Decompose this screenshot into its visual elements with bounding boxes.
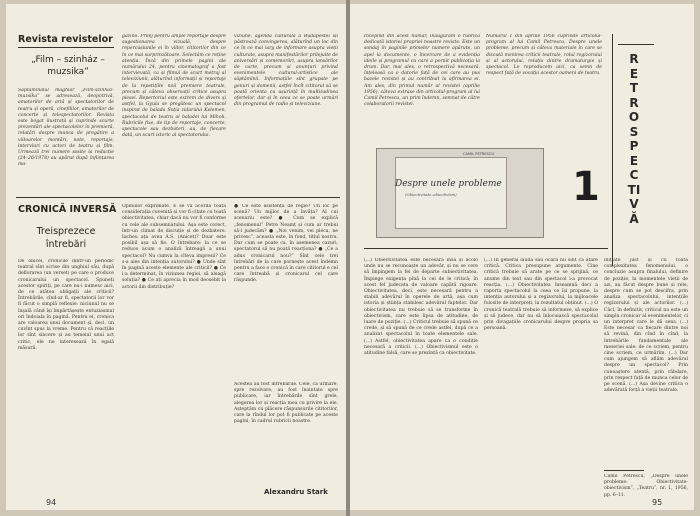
book-cover-title: Despre unele probleme: [395, 179, 502, 189]
excerpt-column-2: (...) În general lauda sau ocăra nu sînt ca atare critică. Critica presupune argumente. Cine critică trebuie să arate pe ce se sprijină, ce anume din text sau din spectacol i-a provocat reacția. (...) Obiectivitatea înseamnă deci a raporta spectacolul la ceea ce își propune, la intenția autorului și a regizorului, la mijloacele folosite de interpreți, la rezultatul obținut. (...) O cronică teatrală trebuie să informeze, să explice și să judece, dar nu să înlocuiască spectacolul prin divagațiile cronicarului despre propria sa persoană.: [484, 258, 598, 332]
cronica-subtitle-line1: Treisprezece: [36, 226, 96, 237]
excerpt-column-1: (...) Obiectivitatea este necesară însă și acolo unde nu se recunoaște un adevăr, și nu se cere să împingem la fel de departe subiectivitatea. Împinge exigența pînă la cei de le critică; în acest fel judecata de valoare capătă rigoare. Obiectivitatea, deci, este necesară pentru a stabili adevărul în operele de artă, așa cum istoria și știința stabilesc adevărul faptelor. Dar obiectivitatea nu trebuie să se transforme în obiectivism, care este lipsa de atitudine, de luare de poziție. (...) Criticul trebuie să spună ce crede, și să spună de ce crede astfel, după ce a analizat spectacolul în toate elementele sale. (...) Astfel, obiectivitatea apare ca o condiție necesară a criticii. (...) Obiectivismul este o atitudine falsă, care se prezintă ca obiectivitate.: [364, 258, 478, 357]
cronica-subtitle-line2: întrebări: [45, 239, 87, 250]
citation: Camil Petrescu, „Despre unele probleme: Obiectivitate-obiectivism”, „Teatru”, nr. 1, 1956, pp. 6–11.: [604, 474, 688, 498]
issue-number: 1: [572, 164, 600, 210]
excerpt-column-3: inițiate just și cu toată complexitatea fenomenului, o concluzie asupra finalului, definire de poziție, la momentele vieții de azi, au făcut despre bune și rele, despre cum se pot descifra, prin analiza spectacolului, intențiile regizorului și ale actorilor. (...) Căci, în definitiv, criticul nu este un simplu cronicar al evenimentelor, ci un interpret care le dă sens. (...) Este necesar ca fiecare dintre noi să revină, din cînd în cînd, la întrebările fundamentale ale meseriei sale: de ce scriem, pentru cine scriem, ce urmărim. (...) Dar cum ajungem să aflăm adevărul despre un spectacol? Prin cunoaștere atentă, prin răbdare, prin respect față de munca celor de pe scenă. (...) Așa devine critica o adevărată forță a vieții teatrale.: [604, 258, 688, 394]
retrospectiva-text: RETROSPECTIVĂ: [627, 52, 641, 226]
section-divider: [16, 197, 340, 198]
cronica-column-2: Opiniilor exprimate. E se va acorda toată considerația cuvenită și vor fi citate cu toată obiectivitatea, chiar dacă nu vor fi conforme cu cele ale subsemnatului. Așa este corect, într-un climat de discuție și de dezbatere. Iacheu ața avea A.S. (Anicet)? Doar este posibil așa să fie. O întrebare: la ce se reduce acum o analiză întreagă a unui spectacol? Nu cumva la cîteva impresii? Ce s-a ales din intenția autorului? ● Unde sînt în pagină aceste elemente ale criticii? ● Ce i-a determinat, în viziunea regiei, să aleagă soluția? ● Ce ați aprecia în mod deosebit la actorii din distribuție?: [122, 204, 226, 290]
book-cover-author: CAMIL PETRESCU: [463, 152, 495, 156]
retro-top-rule: [618, 44, 654, 45]
retro-vertical-rule: [612, 34, 613, 266]
book-cover-illustration: [376, 148, 544, 238]
right-page: [350, 4, 694, 510]
book-cover-subtitle: (Obiectivitate–obiectivism): [405, 192, 457, 197]
cronica-column-1: De obicei, cronicile dintr-un periodic teatral sînt scrise din unghiul său, după deflorarea (un verset) pe care o produce cronicarului un spectacol. Spuneți acestor spiriți, pe care nu-i numesc aici, de ce atâtea obligații ale criticii? Întrebările, cînd-ar fi, spectatorii lor vor fi făcut o simplă reflexie: niciunul nu se înșală când își împărtășește entuziasmul ori îndoiala în pagină. Pentru ei, cronica are valoarea unui document și, deci, un cuvînt spus la vreme. Pentru că reacțiile lor sînt sincere și au temeiul unui act critic, ele ne interesează în egală măsură.: [18, 259, 114, 351]
retrospective-intro-col2: Numărul 1 din aprilie 1956 cuprinde articolul-program al lui Camil Petrescu, Despre unele probleme, precum și câteva materiale în care se discută menirea criticii teatrale, rolul regizorului și al actorului, relația dintre dramaturgie și spectacol. Le reproducem aici, ca semn de respect față de vocația acestor oameni de teatru.: [486, 34, 602, 77]
article-title-line2: muzsika”: [47, 67, 89, 77]
page-number-left: 94: [46, 498, 57, 507]
left-page: [6, 4, 346, 510]
article-column-2: gazinii. Prilej pentru ample reportaje despre sugestionarea vizuală, despre repercusiunile ei în viitor, cititorilor din ce în ce mai surprinzătoare. Selectăm ce reține atenția. Încă din primele pagini ale numărului 24, pentru cinematograf a fost intervievată, ca și filmul de scurt metraj al televiziunii, alăturînd informații și reportaje de la repetițiile noii premiere teatrale, precum și câteva observații critice asupra piesei. Repertoriul este extrem de divers și astfel, la Gyula se pregătesc un spectacol inspirat de balada Soția zidarului Kelemen, spectacolul de teatru al baladei lui Miholi. Rubricile fixe, de tip de reportaje, concerte, spectacole sau dezbateri, au, de fiecare dată, un scurt istoric al spectatorului.: [122, 34, 226, 139]
section-title: Revista revistelor: [18, 34, 113, 45]
page-number-right: 95: [652, 498, 663, 507]
cronica-column-4: Acestea au fost întrebările. Cele, ca urmare, spre rezolvare, au fost înaintate spre publicare, iar întrebările sînt grele, alegerea lor și reacția mea cu privire la ele. Așteptăm cu plăcere răspunsurile cititorilor, care la rîndul lor pot fi publicate pe aceste pagini, în cadrul rubricii noastre.: [234, 382, 338, 425]
retrospective-intro-col1: Începînd din acest număr, inaugurăm o rubrică dedicată istoriei propriei noastre reviste. Este un sondaj în paginile primelor numere apărute, un apel la documente, o încercare de a evidenția ideile și programul cu care a pornit publicația la drum. Dar, mai ales, o retrospectivă necesară, înțeleasă ca o datorie față de cei care au pus bazele revistei și au contribuit la afirmarea ei. Am ales, din primul număr al revistei (aprilie 1956), câteva extrase din articolul-program al lui Camil Petrescu, un prim îndemn, semnat de către colaboratorii revistei.: [364, 34, 480, 108]
right-divider: [364, 248, 608, 249]
retrospectiva-vertical-title: [626, 52, 642, 226]
article-column-3: viziune, agenda culturală a Budapestei își păstrează convingerea, alăturînd un loc din ce în ce mai larg de informare asupra vieții culturale, asupra manifestărilor prilejuite de aniversări și comemorări, asupra lansărilor de carte, precum și anunțuri privind evenimentele cultural-artistice ale săptămînii. Informațiile sînt grupate pe genuri și domenii, astfel încît cititorul să se poată orienta cu ușurință în multitudinea ofertelor, dar și în ceea ce se poate urmări din programul de radio și televiziune.: [234, 34, 338, 108]
citation-rule: [604, 470, 644, 471]
cronica-title: CRONICĂ INVERSĂ: [18, 204, 117, 215]
section-rule: [18, 47, 114, 48]
author-name: Alexandru Stark: [264, 488, 328, 496]
intro-column: Săptămînalul maghiar „Film-szinház-muzsika” se adresează, deopotrivă, amatorilor de artă și spectatorilor de teatru și operă, cinefililor, amatorilor de concerte și telespectatorilor. Revista este bogat ilustrată și cuprinde scurte prezentări ale spectacolelor în premieră, relatări despre munca de pregătire a viitoarelor montări, note, reportaje, interviuri cu actori de teatru și film. Urmează trei numere sosite la redacție (24–26/1978) au apărut după înființarea ma-: [18, 88, 114, 168]
article-title-line1: „Film – szinház –: [31, 55, 105, 65]
cronica-column-3: ● Ce este asistența de regie? Un loc pe scenă? Un mijloc de a învăța? Al cui scenariu este? ● Cum se explică „fenomenul” Petre Neamț și cum ar trebui să-l judecăm? ● „Noi venim, vei pleca, ne privesc”, aceasta este, în fond, titlul nostru. Dar cum se poate ca, în asemenea cazuri, spectatorul să nu poată reacționa? ● „Ce a adus cronicarul nou?” Sînt cele trei întrebări de la care pornește acest îndemn pentru a face o cronică în care cititorul e cel care întreabă și cronicarul cel care răspunde.: [234, 204, 338, 284]
